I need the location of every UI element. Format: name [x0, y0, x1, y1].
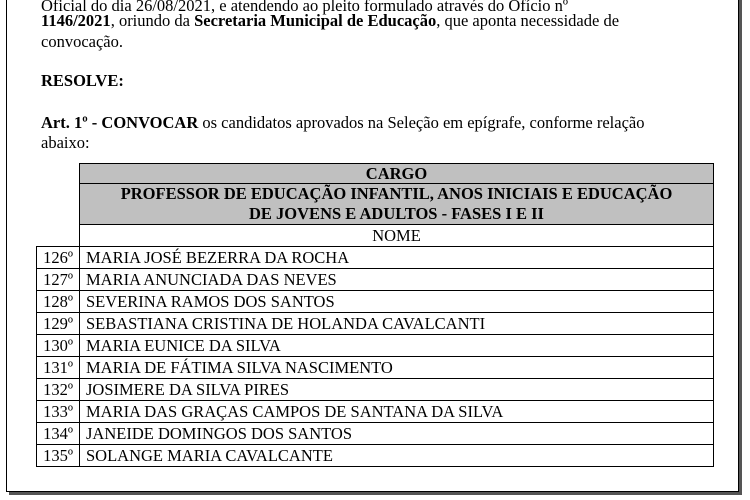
row-number: 129º	[37, 313, 80, 335]
intro-line-2	[41, 11, 619, 31]
table-row	[37, 445, 714, 467]
document-page	[6, 0, 739, 492]
table-row	[37, 379, 714, 401]
cargo-row	[37, 184, 714, 225]
candidate-name: JANEIDE DOMINGOS DOS SANTOS	[80, 423, 714, 445]
article-text: os candidatos aprovados na Seleção em epígrafe, conforme relação	[198, 113, 645, 132]
oficio-number: 1146/2021	[41, 11, 111, 30]
candidate-name: MARIA DE FÁTIMA SILVA NASCIMENTO	[80, 357, 714, 379]
empty-cell	[37, 225, 80, 247]
candidate-name: MARIA JOSÉ BEZERRA DA ROCHA	[80, 247, 714, 269]
row-number: 133º	[37, 401, 80, 423]
candidate-name: SOLANGE MARIA CAVALCANTE	[80, 445, 714, 467]
table-row	[37, 423, 714, 445]
table-row	[37, 401, 714, 423]
table-row	[37, 335, 714, 357]
article-line-2: abaixo:	[41, 133, 90, 152]
table-row	[37, 269, 714, 291]
row-number: 132º	[37, 379, 80, 401]
resolve-heading: RESOLVE:	[41, 71, 124, 90]
candidate-name: JOSIMERE DA SILVA PIRES	[80, 379, 714, 401]
cargo-name-line-2: DE JOVENS E ADULTOS - FASES I E II	[249, 204, 544, 223]
cargo-header: CARGO	[80, 164, 714, 184]
secretaria-name: Secretaria Municipal de Educação	[194, 11, 437, 30]
empty-cell	[37, 164, 80, 184]
row-number: 131º	[37, 357, 80, 379]
table-row	[37, 357, 714, 379]
empty-cell	[37, 184, 80, 225]
candidate-name: MARIA DAS GRAÇAS CAMPOS DE SANTANA DA SILVA	[80, 401, 714, 423]
candidate-name: MARIA EUNICE DA SILVA	[80, 335, 714, 357]
article-line-1	[41, 113, 644, 133]
table-row	[37, 313, 714, 335]
candidate-name: MARIA ANUNCIADA DAS NEVES	[80, 269, 714, 291]
candidate-name: SEVERINA RAMOS DOS SANTOS	[80, 291, 714, 313]
cargo-name	[80, 184, 714, 225]
nome-header-row	[37, 225, 714, 247]
row-number: 126º	[37, 247, 80, 269]
row-number: 130º	[37, 335, 80, 357]
candidates-table	[36, 163, 714, 467]
article-label: Art. 1º - CONVOCAR	[41, 113, 199, 132]
cargo-name-line-1: PROFESSOR DE EDUCAÇÃO INFANTIL, ANOS INICIAIS E EDUCAÇÃO	[120, 184, 673, 203]
intro-text-d: , que aponta necessidade de	[436, 11, 620, 30]
row-number: 135º	[37, 445, 80, 467]
table-row	[37, 291, 714, 313]
cargo-header-row	[37, 164, 714, 184]
nome-header: NOME	[80, 225, 714, 247]
intro-line-3: convocação.	[41, 32, 123, 51]
intro-line-1-text: Oficial do dia 26/08/2021, e atendendo ao pleito formulado através do Ofício nº	[41, 0, 569, 15]
candidate-name: SEBASTIANA CRISTINA DE HOLANDA CAVALCANTI	[80, 313, 714, 335]
row-number: 134º	[37, 423, 80, 445]
row-number: 128º	[37, 291, 80, 313]
table-row	[37, 247, 714, 269]
intro-text-b: , oriundo da	[110, 11, 195, 30]
row-number: 127º	[37, 269, 80, 291]
